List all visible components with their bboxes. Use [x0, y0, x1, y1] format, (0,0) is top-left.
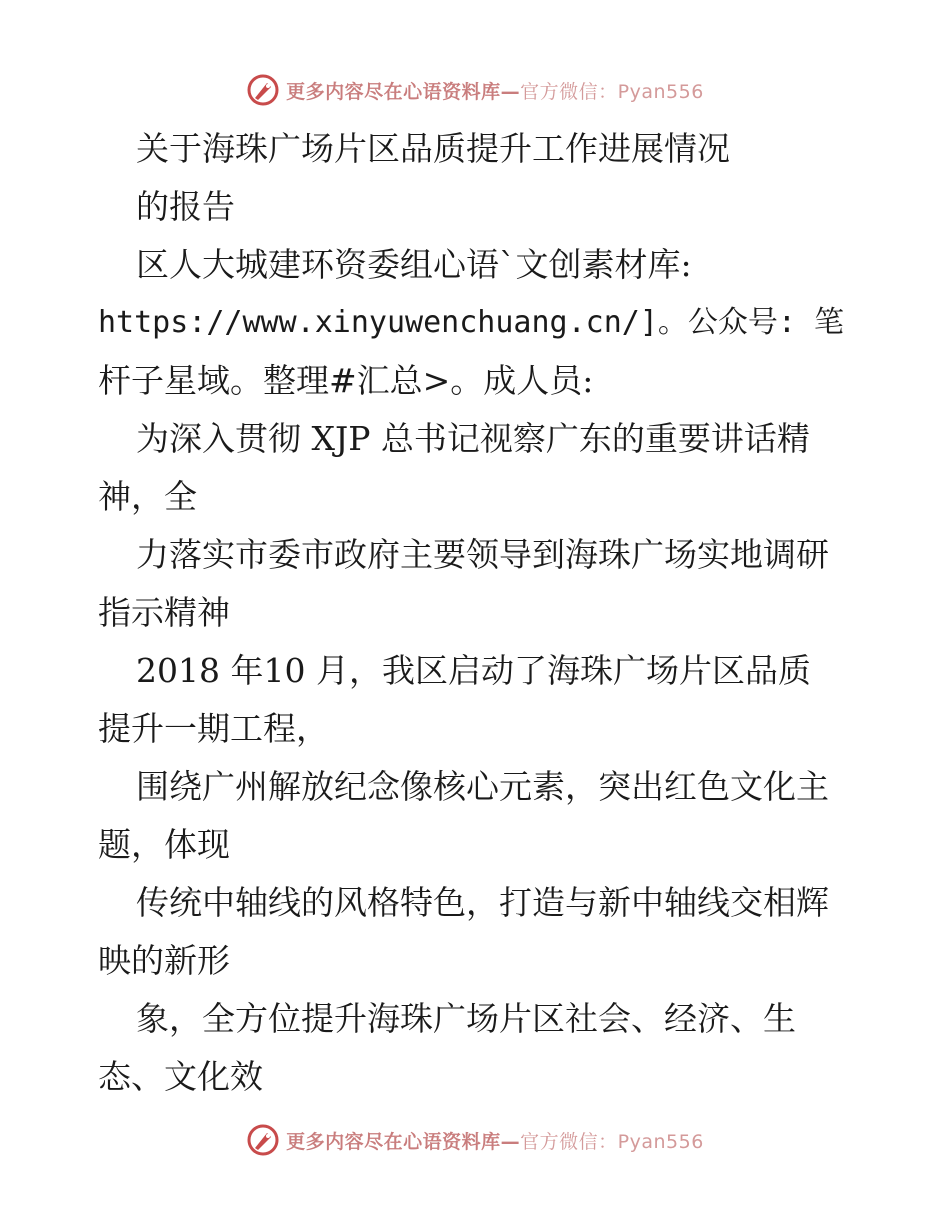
pen-nib-circle-icon: [246, 1123, 280, 1157]
doc-line: 题，体现: [98, 825, 230, 864]
pen-nib-circle-icon: [246, 73, 280, 107]
document-body: [98, 120, 858, 1106]
watermark-text: 更多内容尽在心语资料库—官方微信：Pyan556: [286, 1130, 704, 1153]
doc-title-line-2: 的报告: [136, 187, 235, 226]
doc-line: 传统中轴线的风格特色，打造与新中轴线交相辉: [136, 883, 829, 922]
doc-line: 象，全方位提升海珠广场片区社会、经济、生: [136, 999, 796, 1038]
doc-line: 神，全: [98, 477, 197, 516]
header-watermark: [0, 72, 950, 108]
doc-line: 态、文化效: [98, 1057, 263, 1096]
doc-line: 提升一期工程，: [98, 709, 329, 748]
doc-line: 围绕广州解放纪念像核心元素，突出红色文化主: [136, 767, 829, 806]
doc-line-url: https://www.xinyuwenchuang.cn/]。公众号: 笔: [98, 305, 845, 340]
doc-line: 映的新形: [98, 941, 230, 980]
watermark-text: 更多内容尽在心语资料库—官方微信：Pyan556: [286, 80, 704, 103]
doc-line: 为深入贯彻 XJP 总书记视察广东的重要讲话精: [136, 419, 810, 458]
doc-line: 力落实市委市政府主要领导到海珠广场实地调研: [136, 535, 829, 574]
doc-line: 指示精神: [98, 593, 230, 632]
footer-watermark: [0, 1122, 950, 1158]
doc-line: 2018 年10 月，我区启动了海珠广场片区品质: [136, 651, 811, 690]
doc-line: 区人大城建环资委组心语`文创素材库:: [136, 245, 692, 284]
doc-line: 杆子星域。整理#汇总>。成人员:: [98, 361, 594, 400]
doc-title-line-1: 关于海珠广场片区品质提升工作进展情况: [136, 129, 730, 168]
